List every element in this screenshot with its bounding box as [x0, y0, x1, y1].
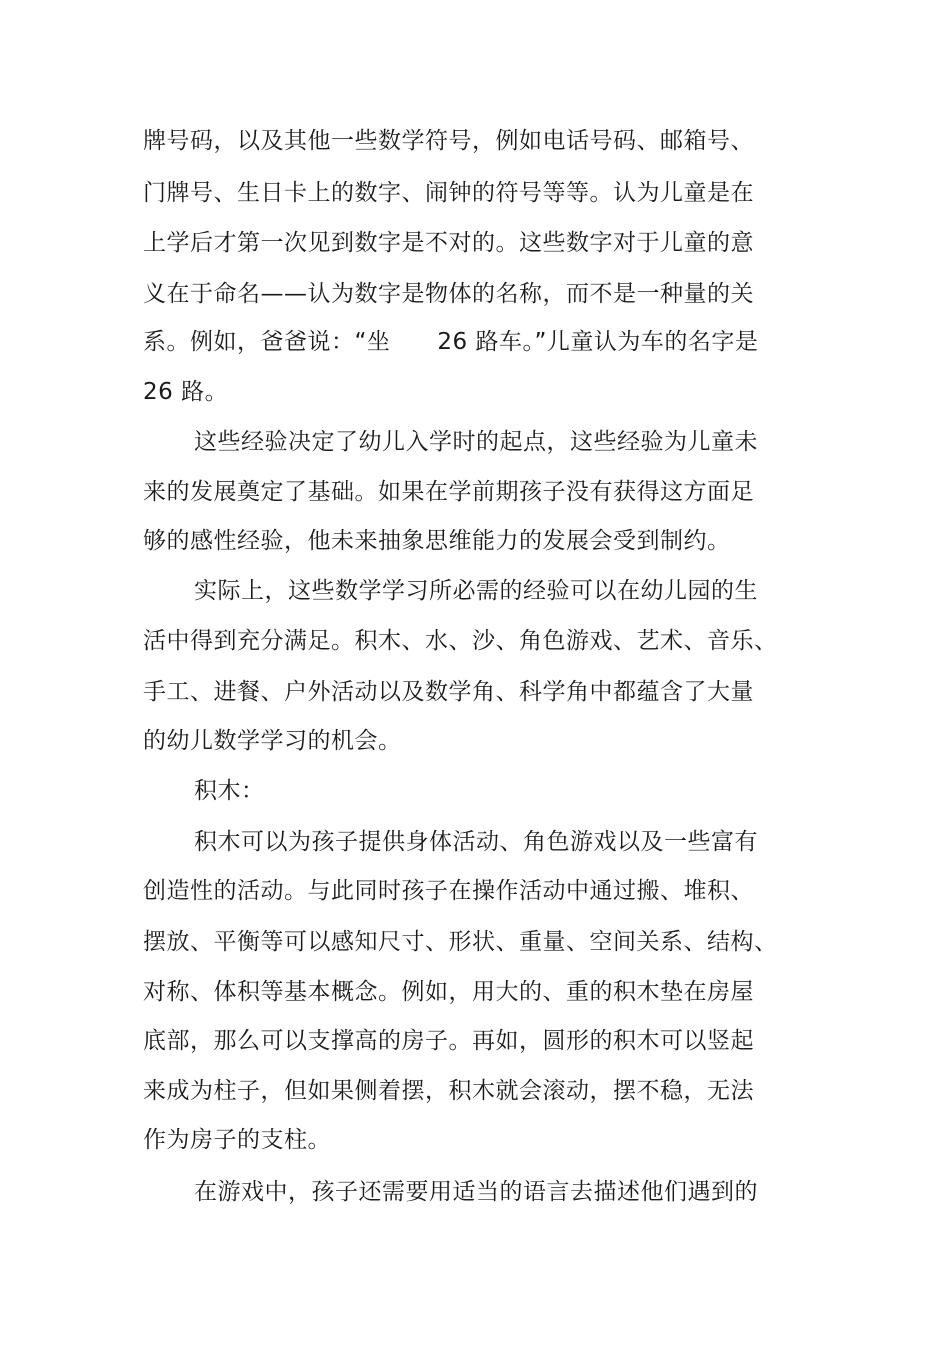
text-line: 门牌号、生日卡上的数字、闹钟的符号等等。认为儿童是在 — [143, 180, 754, 206]
text-line: 义在于命名——认为数字是物体的名称，而不是一种量的关 — [143, 281, 754, 307]
paragraph-first-line: 在游戏中，孩子还需要用适当的语言去描述他们遇到的 — [194, 1179, 758, 1205]
section-heading: 积木： — [194, 778, 265, 804]
text-line: 摆放、平衡等可以感知尺寸、形状、重量、空间关系、结构、 — [143, 929, 778, 955]
text-line: 创造性的活动。与此同时孩子在操作活动中通过搬、堆积、 — [143, 878, 754, 904]
text-line: 系。例如，爸爸说：“坐 26 路车。”儿童认为车的名字是 — [143, 329, 759, 355]
text-line: 作为房子的支柱。 — [143, 1127, 331, 1153]
text-line: 对称、体积等基本概念。例如，用大的、重的积木垫在房屋 — [143, 979, 754, 1005]
text-line: 26 路。 — [143, 379, 229, 405]
paragraph-first-line: 实际上，这些数学学习所必需的经验可以在幼儿园的生 — [194, 578, 758, 604]
paragraph-first-line: 这些经验决定了幼儿入学时的起点，这些经验为儿童未 — [194, 429, 758, 455]
text-line: 上学后才第一次见到数字是不对的。这些数字对于儿童的意 — [143, 230, 754, 256]
text-line: 底部，那么可以支撑高的房子。再如，圆形的积木可以竖起 — [143, 1028, 754, 1054]
text-line: 手工、进餐、户外活动以及数学角、科学角中都蕴含了大量 — [143, 679, 754, 705]
paragraph-first-line: 积木可以为孩子提供身体活动、角色游戏以及一些富有 — [194, 829, 758, 855]
text-line: 活中得到充分满足。积木、水、沙、角色游戏、艺术、音乐、 — [143, 628, 778, 654]
text-line: 够的感性经验，他未来抽象思维能力的发展会受到制约。 — [143, 528, 731, 554]
text-line: 牌号码，以及其他一些数学符号，例如电话号码、邮箱号、 — [143, 128, 754, 154]
text-line: 来成为柱子，但如果侧着摆，积木就会滚动，摆不稳，无法 — [143, 1078, 754, 1104]
text-line: 的幼儿数学学习的机会。 — [143, 728, 402, 754]
text-line: 来的发展奠定了基础。如果在学前期孩子没有获得这方面足 — [143, 479, 754, 505]
